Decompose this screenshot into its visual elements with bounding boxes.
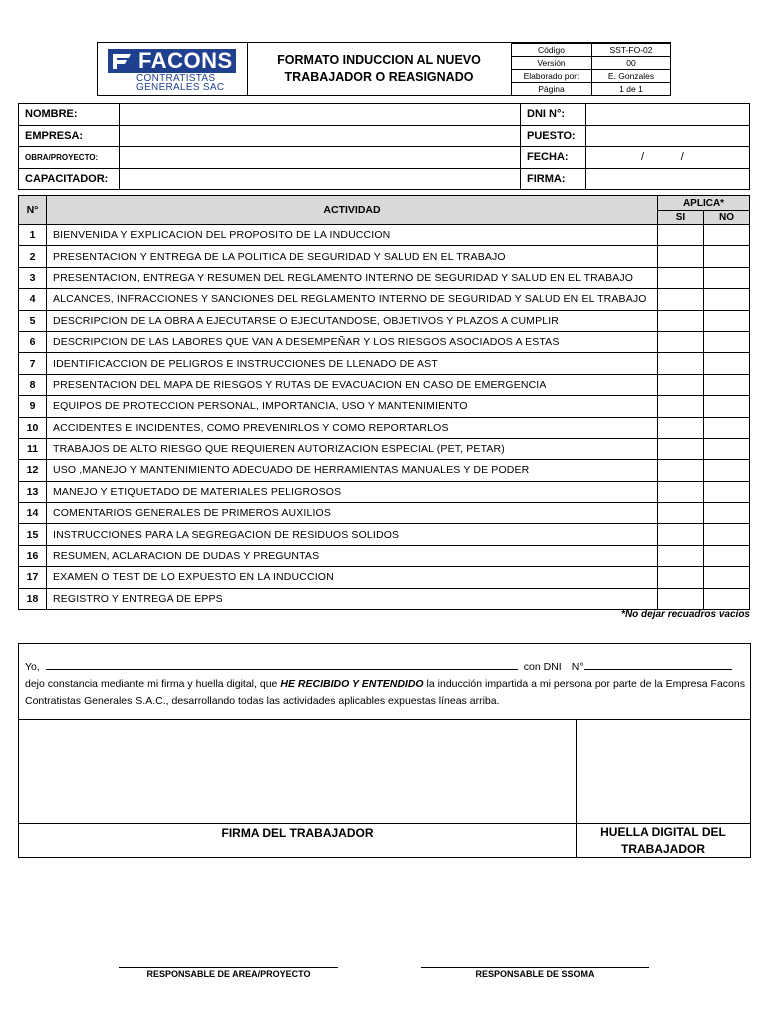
aplica-no-cell[interactable] — [704, 353, 750, 374]
activities-body — [19, 225, 750, 610]
activity-row — [19, 246, 750, 267]
activity-number: 17 — [19, 567, 47, 588]
aplica-si-cell[interactable] — [658, 417, 704, 438]
declaration-emphasis: HE RECIBIDO Y ENTENDIDO — [280, 678, 424, 690]
activity-row — [19, 545, 750, 566]
nombre-field[interactable] — [120, 104, 521, 126]
meta-label: Elaborado por: — [512, 70, 592, 83]
activity-number: 1 — [19, 225, 47, 246]
activity-row — [19, 374, 750, 395]
obra-proyecto-label: OBRA/PROYECTO: — [19, 147, 120, 169]
capacitador-field[interactable] — [120, 168, 521, 190]
aplica-no-cell[interactable] — [704, 310, 750, 331]
fecha-field[interactable]: / / — [586, 147, 750, 169]
empresa-field[interactable] — [120, 125, 521, 147]
brand-name: FACONS — [138, 48, 233, 73]
activity-description: INSTRUCCIONES PARA LA SEGREGACION DE RESIDUOS SOLIDOS — [47, 524, 658, 545]
yo-label: Yo, — [25, 661, 40, 673]
capacitador-label: CAPACITADOR: — [19, 168, 120, 190]
activity-description: BIENVENIDA Y EXPLICACION DEL PROPOSITO DE LA INDUCCION — [47, 225, 658, 246]
activity-row — [19, 225, 750, 246]
firma-field[interactable] — [586, 168, 750, 190]
document-meta-table — [511, 43, 671, 96]
activities-table — [18, 195, 750, 610]
dni-field[interactable] — [586, 104, 750, 126]
activity-description: USO ,MANEJO Y MANTENIMIENTO ADECUADO DE HERRAMIENTAS MANUALES Y DE PODER — [47, 460, 658, 481]
ssoma-signature-line[interactable] — [421, 967, 649, 968]
company-logo — [98, 43, 248, 95]
meta-value: 1 de 1 — [592, 83, 671, 96]
activity-number: 5 — [19, 310, 47, 331]
activity-number: 15 — [19, 524, 47, 545]
activity-description: EQUIPOS DE PROTECCION PERSONAL, IMPORTANCIA, USO Y MANTENIMIENTO — [47, 396, 658, 417]
activity-row — [19, 481, 750, 502]
aplica-si-cell[interactable] — [658, 267, 704, 288]
n-symbol: N° — [571, 661, 584, 673]
ssoma-responsible-label: RESPONSABLE DE SSOMA — [475, 969, 595, 979]
con-dni-label: con DNI — [523, 661, 562, 673]
worker-info-table — [18, 103, 750, 190]
worker-signature-label: FIRMA DEL TRABAJADOR — [221, 826, 374, 840]
activity-number: 2 — [19, 246, 47, 267]
activity-number: 3 — [19, 267, 47, 288]
activity-number: 11 — [19, 438, 47, 459]
aplica-no-cell[interactable] — [704, 460, 750, 481]
aplica-no-cell[interactable] — [704, 438, 750, 459]
area-signature-line[interactable] — [119, 967, 338, 968]
declaration-text-after: la inducción impartida a mi persona por parte de la Empresa Facons Contratistas Generales S.A.C., desarrollando todas las actividades aplicables expuestas líneas arriba. — [25, 678, 745, 707]
worker-name-line[interactable] — [46, 658, 518, 670]
activity-row — [19, 417, 750, 438]
aplica-no-cell[interactable] — [704, 588, 750, 609]
form-header — [97, 42, 671, 96]
aplica-si-cell[interactable] — [658, 481, 704, 502]
activity-description: REGISTRO Y ENTREGA DE EPPS — [47, 588, 658, 609]
area-responsible-label: RESPONSABLE DE AREA/PROYECTO — [146, 969, 311, 979]
activity-row — [19, 310, 750, 331]
aplica-no-cell[interactable] — [704, 289, 750, 310]
aplica-no-cell[interactable] — [704, 567, 750, 588]
facons-mark-icon — [111, 52, 133, 70]
declaration-text — [25, 658, 745, 710]
col-header-no: NO — [704, 211, 750, 225]
aplica-no-cell[interactable] — [704, 524, 750, 545]
activity-description: DESCRIPCION DE LAS LABORES QUE VAN A DESEMPEÑAR Y LOS RIESGOS ASOCIADOS A ESTAS — [47, 331, 658, 352]
activity-number: 8 — [19, 374, 47, 395]
declaration-text-before: dejo constancia mediante mi firma y huella digital, que — [25, 678, 278, 690]
meta-row-codigo — [512, 44, 671, 57]
activity-description: ALCANCES, INFRACCIONES Y SANCIONES DEL REGLAMENTO INTERNO DE SEGURIDAD Y SALUD EN EL TRABAJO — [47, 289, 658, 310]
activity-description: PRESENTACION, ENTREGA Y RESUMEN DEL REGLAMENTO INTERNO DE SEGURIDAD Y SALUD EN EL TRABAJO — [47, 267, 658, 288]
logo-banner — [108, 49, 236, 73]
activity-row — [19, 353, 750, 374]
activity-number: 12 — [19, 460, 47, 481]
firma-label: FIRMA: — [521, 168, 586, 190]
meta-value: SST-FO-02 — [592, 44, 671, 57]
activity-row — [19, 438, 750, 459]
aplica-no-cell[interactable] — [704, 545, 750, 566]
meta-label: Versión — [512, 57, 592, 70]
activity-description: COMENTARIOS GENERALES DE PRIMEROS AUXILIOS — [47, 503, 658, 524]
activity-number: 10 — [19, 417, 47, 438]
aplica-si-cell[interactable] — [658, 374, 704, 395]
activity-number: 16 — [19, 545, 47, 566]
activity-number: 18 — [19, 588, 47, 609]
activity-number: 6 — [19, 331, 47, 352]
aplica-si-cell[interactable] — [658, 438, 704, 459]
activity-row — [19, 289, 750, 310]
nombre-label: NOMBRE: — [19, 104, 120, 126]
aplica-no-cell[interactable] — [704, 225, 750, 246]
aplica-si-cell[interactable] — [658, 503, 704, 524]
activity-description: MANEJO Y ETIQUETADO DE MATERIALES PELIGROSOS — [47, 481, 658, 502]
aplica-no-cell[interactable] — [704, 374, 750, 395]
meta-label: Código — [512, 44, 592, 57]
activity-row — [19, 503, 750, 524]
meta-row-version — [512, 57, 671, 70]
aplica-no-cell[interactable] — [704, 481, 750, 502]
activity-row — [19, 460, 750, 481]
col-header-aplica: APLICA* — [658, 196, 750, 211]
aplica-si-cell[interactable] — [658, 353, 704, 374]
aplica-si-cell[interactable] — [658, 225, 704, 246]
aplica-si-cell[interactable] — [658, 310, 704, 331]
fingerprint-label-line-1: HUELLA DIGITAL DEL — [600, 825, 726, 839]
aplica-si-cell[interactable] — [658, 545, 704, 566]
worker-dni-line[interactable] — [584, 658, 732, 670]
aplica-no-cell[interactable] — [704, 331, 750, 352]
activity-description: IDENTIFICACCION DE PELIGROS E INSTRUCCIONES DE LLENADO DE AST — [47, 353, 658, 374]
form-title-line-1: FORMATO INDUCCION AL NUEVO — [277, 53, 481, 67]
aplica-si-cell[interactable] — [658, 331, 704, 352]
activity-description: EXAMEN O TEST DE LO EXPUESTO EN LA INDUCCION — [47, 567, 658, 588]
activity-number: 7 — [19, 353, 47, 374]
activity-description: TRABAJOS DE ALTO RIESGO QUE REQUIEREN AUTORIZACION ESPECIAL (PET, PETAR) — [47, 438, 658, 459]
aplica-no-cell[interactable] — [704, 417, 750, 438]
aplica-no-cell[interactable] — [704, 396, 750, 417]
dni-label: DNI N°: — [521, 104, 586, 126]
aplica-si-cell[interactable] — [658, 246, 704, 267]
activity-number: 9 — [19, 396, 47, 417]
activity-description: RESUMEN, ACLARACION DE DUDAS Y PREGUNTAS — [47, 545, 658, 566]
activity-description: ACCIDENTES E INCIDENTES, COMO PREVENIRLOS Y COMO REPORTARLOS — [47, 417, 658, 438]
activity-row — [19, 524, 750, 545]
aplica-si-cell[interactable] — [658, 567, 704, 588]
empty-cells-note: *No dejar recuadros vacíos — [621, 609, 750, 620]
fingerprint-area[interactable] — [577, 720, 750, 823]
aplica-si-cell[interactable] — [658, 289, 704, 310]
fingerprint-label — [576, 824, 750, 858]
form-title-line-2: TRABAJADOR O REASIGNADO — [284, 70, 474, 84]
meta-label: Página — [512, 83, 592, 96]
col-header-si: SI — [658, 211, 704, 225]
activity-number: 13 — [19, 481, 47, 502]
aplica-no-cell[interactable] — [704, 503, 750, 524]
aplica-no-cell[interactable] — [704, 267, 750, 288]
puesto-field[interactable] — [586, 125, 750, 147]
meta-row-elaborado — [512, 70, 671, 83]
activity-description: PRESENTACION DEL MAPA DE RIESGOS Y RUTAS DE EVACUACION EN CASO DE EMERGENCIA — [47, 374, 658, 395]
empresa-label: EMPRESA: — [19, 125, 120, 147]
aplica-si-cell[interactable] — [658, 524, 704, 545]
brand-subtitle-1: CONTRATISTAS — [136, 73, 216, 84]
fingerprint-label-line-2: TRABAJADOR — [621, 842, 705, 856]
meta-value: E. Gonzales — [592, 70, 671, 83]
meta-value: 00 — [592, 57, 671, 70]
activity-row — [19, 567, 750, 588]
puesto-label: PUESTO: — [521, 125, 586, 147]
aplica-si-cell[interactable] — [658, 396, 704, 417]
declaration-box — [18, 643, 751, 858]
activity-row — [19, 588, 750, 609]
activity-description: PRESENTACION Y ENTREGA DE LA POLITICA DE SEGURIDAD Y SALUD EN EL TRABAJO — [47, 246, 658, 267]
col-header-num: N° — [19, 196, 47, 225]
activity-row — [19, 396, 750, 417]
activity-row — [19, 267, 750, 288]
activity-description: DESCRIPCION DE LA OBRA A EJECUTARSE O EJECUTANDOSE, OBJETIVOS Y PLAZOS A CUMPLIR — [47, 310, 658, 331]
aplica-si-cell[interactable] — [658, 460, 704, 481]
worker-signature-area[interactable] — [19, 720, 576, 823]
activity-row — [19, 331, 750, 352]
activity-number: 4 — [19, 289, 47, 310]
fecha-label: FECHA: — [521, 147, 586, 169]
col-header-activity: ACTIVIDAD — [47, 196, 658, 225]
meta-row-pagina — [512, 83, 671, 96]
obra-proyecto-field[interactable] — [120, 147, 521, 169]
aplica-no-cell[interactable] — [704, 246, 750, 267]
aplica-si-cell[interactable] — [658, 588, 704, 609]
brand-subtitle-2: GENERALES SAC — [136, 82, 225, 93]
activity-number: 14 — [19, 503, 47, 524]
form-title — [247, 43, 512, 95]
